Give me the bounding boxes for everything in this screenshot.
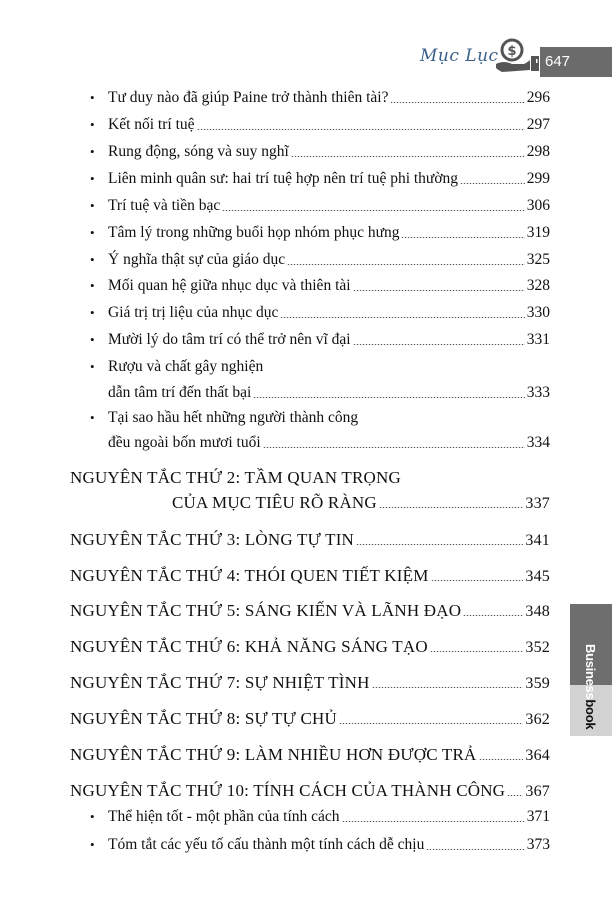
bullet-icon: • [90,117,95,132]
toc-item-page: 296 [526,89,550,106]
toc-chapter-title: NGUYÊN TẮC THỨ 6: KHẢ NĂNG SÁNG TẠO [70,637,428,656]
toc-item[interactable] [90,806,550,828]
toc-item-title: Mối quan hệ giữa nhục dục và thiên tài [108,277,351,294]
dot-leader [339,723,523,724]
toc-chapter[interactable] [70,529,550,551]
toc-item-page: 319 [526,224,550,241]
toc-item-title: Trí tuệ và tiền bạc [108,197,221,214]
toc-chapter-page: 367 [525,783,550,800]
bullet-icon: • [90,144,95,159]
toc-item[interactable] [90,222,550,244]
toc-chapter-page: 345 [525,568,550,585]
toc-item[interactable] [90,114,550,136]
toc-item-page: 299 [526,170,550,187]
side-tab-word-2: book [583,699,598,730]
toc-item[interactable] [90,87,550,109]
toc-item-continued[interactable] [108,432,550,454]
bullet-icon: • [90,410,95,425]
dot-leader [342,821,525,822]
toc-item-title: Giá trị trị liệu của nhục dục [108,304,279,321]
bullet-icon: • [90,359,95,374]
dot-leader [372,687,524,688]
toc-chapter-title: NGUYÊN TẮC THỨ 2: TẦM QUAN TRỌNG [70,468,401,487]
dot-leader [287,264,525,265]
toc-item-title: Liên minh quân sư: hai trí tuệ hợp nên trí tuệ phi thường [108,170,459,187]
toc-item[interactable] [90,329,550,351]
toc-chapter[interactable] [70,780,550,802]
money-hand-icon [494,38,540,74]
toc-chapter-title: NGUYÊN TẮC THỨ 5: SÁNG KIẾN VÀ LÃNH ĐẠO [70,601,462,620]
toc-item-title: Tại sao hầu hết những người thành công [108,409,359,426]
toc-chapter-page: 362 [525,711,550,728]
dot-leader [222,210,525,211]
toc-chapter[interactable] [70,744,550,766]
bullet-icon: • [90,332,95,347]
dot-leader [291,156,525,157]
toc-chapter-page: 364 [525,747,550,764]
bullet-icon: • [90,198,95,213]
toc-chapter-title: NGUYÊN TẮC THỨ 4: THÓI QUEN TIẾT KIỆM [70,566,429,585]
toc-item-title: Thể hiện tốt - một phần của tính cách [108,808,340,825]
bullet-icon: • [90,305,95,320]
toc-item-title: Tâm lý trong những buổi họp nhóm phục hưng [108,224,400,241]
side-tab [570,604,612,736]
side-tab-word-1: Business [583,644,598,700]
toc-chapter-page: 337 [525,495,550,512]
dot-leader [280,317,524,318]
toc-item-title: đều ngoài bốn mươi tuổi [108,434,261,451]
dot-leader [463,615,523,616]
dot-leader [430,651,524,652]
toc-chapter[interactable] [70,672,550,694]
dot-leader [253,397,524,398]
toc-item-page: 297 [526,116,550,133]
toc-item-page: 298 [526,143,550,160]
section-title: Mục Lục [420,46,499,66]
bullet-icon: • [90,809,95,824]
toc-item[interactable] [90,407,550,429]
toc-item-page: 333 [526,384,550,401]
toc-item-title: Tư duy nào đã giúp Paine trở thành thiên tài? [108,89,389,106]
dot-leader [353,344,525,345]
toc-chapter-title: NGUYÊN TẮC THỨ 7: SỰ NHIỆT TÌNH [70,673,370,692]
dot-leader [431,580,524,581]
toc-item-continued[interactable] [108,382,550,404]
toc-item-title: Ý nghĩa thật sự của giáo dục [108,251,286,268]
toc-chapter-page: 348 [525,603,550,620]
svg-text:$: $ [507,44,517,59]
dot-leader [401,237,524,238]
toc-item-page: 306 [526,197,550,214]
dot-leader [426,849,524,850]
toc-item-page: 328 [526,277,550,294]
side-tab-label [583,644,598,729]
toc-chapter[interactable] [70,600,550,622]
dot-leader [263,447,525,448]
toc-chapter[interactable] [70,565,550,587]
toc-item[interactable] [90,302,550,324]
bullet-icon: • [90,225,95,240]
toc-chapter[interactable] [70,467,550,489]
toc-item-page: 371 [526,808,550,825]
toc-item-title: Rượu và chất gây nghiện [108,358,264,375]
toc-item[interactable] [90,195,550,217]
bullet-icon: • [90,90,95,105]
toc-chapter-title: NGUYÊN TẮC THỨ 9: LÀM NHIỀU HƠN ĐƯỢC TRẢ [70,745,477,764]
toc-item-page: 325 [526,251,550,268]
dot-leader [460,183,525,184]
toc-item[interactable] [90,275,550,297]
toc-chapter-page: 341 [525,532,550,549]
toc-chapter-continued[interactable] [172,492,550,514]
toc-chapter[interactable] [70,636,550,658]
toc-item-title: Rung động, sóng và suy nghĩ [108,143,289,160]
dot-leader [507,795,523,796]
toc-item-title: Kết nối trí tuệ [108,116,195,133]
toc-item[interactable] [90,249,550,271]
toc-item-title: Tóm tắt các yếu tố cấu thành một tính cách dễ chịu [108,836,425,853]
dot-leader [356,544,523,545]
toc-chapter-title: CỦA MỤC TIÊU RÕ RÀNG [172,493,377,512]
toc-chapter-page: 352 [525,639,550,656]
toc-item-title: Mười lý do tâm trí có thể trở nên vĩ đại [108,331,351,348]
dot-leader [479,759,524,760]
toc-item[interactable] [90,834,550,856]
toc-item-page: 334 [526,434,550,451]
bullet-icon: • [90,171,95,186]
toc-item-title: dẫn tâm trí đến thất bại [108,384,252,401]
toc-chapter-title: NGUYÊN TẮC THỨ 3: LÒNG TỰ TIN [70,530,355,549]
toc-chapter[interactable] [70,708,550,730]
toc-item[interactable] [90,141,550,163]
dot-leader [390,102,524,103]
bullet-icon: • [90,252,95,267]
toc-item[interactable] [90,168,550,190]
bullet-icon: • [90,278,95,293]
dot-leader [197,129,525,130]
page-number: 647 [540,47,612,77]
dot-leader [379,507,524,508]
dot-leader [353,290,525,291]
bullet-icon: • [90,837,95,852]
toc-item-page: 331 [526,331,550,348]
toc-chapter-title: NGUYÊN TẮC THỨ 8: SỰ TỰ CHỦ [70,709,337,728]
toc-chapter-title: NGUYÊN TẮC THỨ 10: TÍNH CÁCH CỦA THÀNH CÔNG [70,781,506,800]
toc-item[interactable] [90,356,550,378]
toc-item-page: 330 [526,304,550,321]
toc-chapter-page: 359 [525,675,550,692]
toc-item-page: 373 [526,836,550,853]
